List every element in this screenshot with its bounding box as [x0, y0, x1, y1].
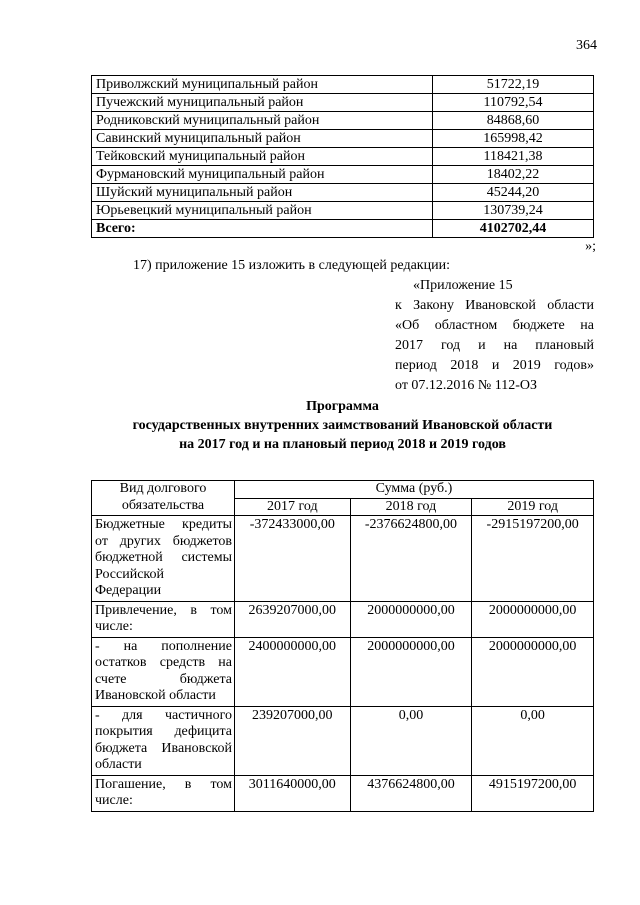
table-row [92, 202, 594, 220]
district-amount: 45244,20 [433, 184, 594, 202]
district-name: Савинский муниципальный район [92, 130, 433, 148]
table-row [92, 130, 594, 148]
table-row [92, 706, 594, 775]
appendix-reference [395, 276, 594, 396]
district-amount: 110792,54 [433, 94, 594, 112]
row-value: 3011640000,00 [235, 775, 351, 811]
title-line: государственных внутренних заимствований Ивановской области [132, 418, 553, 433]
table-row [92, 76, 594, 94]
row-value: -372433000,00 [235, 516, 351, 602]
table-row [92, 94, 594, 112]
table-row [92, 184, 594, 202]
header-year: 2019 год [472, 498, 594, 516]
row-label: Привлечение, в том числе: [92, 601, 235, 637]
district-amount: 18402,22 [433, 166, 594, 184]
district-name: Пучежский муниципальный район [92, 94, 433, 112]
row-value: 2000000000,00 [350, 601, 472, 637]
appendix-line: 2017 год и на плановый [395, 338, 594, 353]
district-amount: 130739,24 [433, 202, 594, 220]
program-title [91, 397, 594, 454]
appendix-line: от 07.12.2016 № 112-ОЗ [395, 378, 538, 393]
row-value: -2915197200,00 [472, 516, 594, 602]
row-label: - для частичного покрытия дефицита бюджета Ивановской области [92, 706, 235, 775]
table-row [92, 637, 594, 706]
table-row [92, 601, 594, 637]
row-value: 4915197200,00 [472, 775, 594, 811]
row-value: 2639207000,00 [235, 601, 351, 637]
amendment-paragraph: 17) приложение 15 изложить в следующей редакции: [133, 258, 450, 273]
appendix-line: «Об областном бюджете на [395, 318, 594, 333]
district-amount: 118421,38 [433, 148, 594, 166]
row-value: 2400000000,00 [235, 637, 351, 706]
district-amount: 84868,60 [433, 112, 594, 130]
district-table [91, 75, 594, 238]
borrowing-program-table [91, 480, 594, 812]
total-amount: 4102702,44 [433, 220, 594, 238]
district-amount: 51722,19 [433, 76, 594, 94]
district-name: Шуйский муниципальный район [92, 184, 433, 202]
header-row [92, 481, 594, 499]
row-label: Погашение, в том числе: [92, 775, 235, 811]
appendix-line: к Закону Ивановской области [395, 298, 594, 313]
district-name: Юрьевецкий муниципальный район [92, 202, 433, 220]
table-row [92, 148, 594, 166]
table-row [92, 775, 594, 811]
table-row [92, 166, 594, 184]
table-row [92, 112, 594, 130]
header-debt-kind: Вид долгового обязательства [92, 481, 235, 516]
table-row [92, 516, 594, 602]
row-value: 2000000000,00 [472, 601, 594, 637]
row-value: 4376624800,00 [350, 775, 472, 811]
appendix-line: период 2018 и 2019 годов» [395, 358, 594, 373]
district-name: Родниковский муниципальный район [92, 112, 433, 130]
row-value: -2376624800,00 [350, 516, 472, 602]
title-line: на 2017 год и на плановый период 2018 и 2019 годов [179, 437, 506, 452]
title-line: Программа [306, 399, 379, 414]
row-label: - на пополнение остатков средств на счете бюджета Ивановской области [92, 637, 235, 706]
row-value: 239207000,00 [235, 706, 351, 775]
appendix-line: «Приложение 15 [413, 278, 513, 293]
district-name: Приволжский муниципальный район [92, 76, 433, 94]
row-value: 0,00 [350, 706, 472, 775]
row-label: Бюджетные кредиты от других бюджетов бюджетной системы Российской Федерации [92, 516, 235, 602]
header-year: 2017 год [235, 498, 351, 516]
header-year: 2018 год [350, 498, 472, 516]
total-label: Всего: [92, 220, 433, 238]
district-amount: 165998,42 [433, 130, 594, 148]
row-value: 0,00 [472, 706, 594, 775]
total-row [92, 220, 594, 238]
district-name: Тейковский муниципальный район [92, 148, 433, 166]
header-sum: Сумма (руб.) [235, 481, 594, 499]
page-number: 364 [576, 38, 597, 53]
row-value: 2000000000,00 [350, 637, 472, 706]
row-value: 2000000000,00 [472, 637, 594, 706]
district-name: Фурмановский муниципальный район [92, 166, 433, 184]
closing-quote: »; [585, 239, 596, 254]
